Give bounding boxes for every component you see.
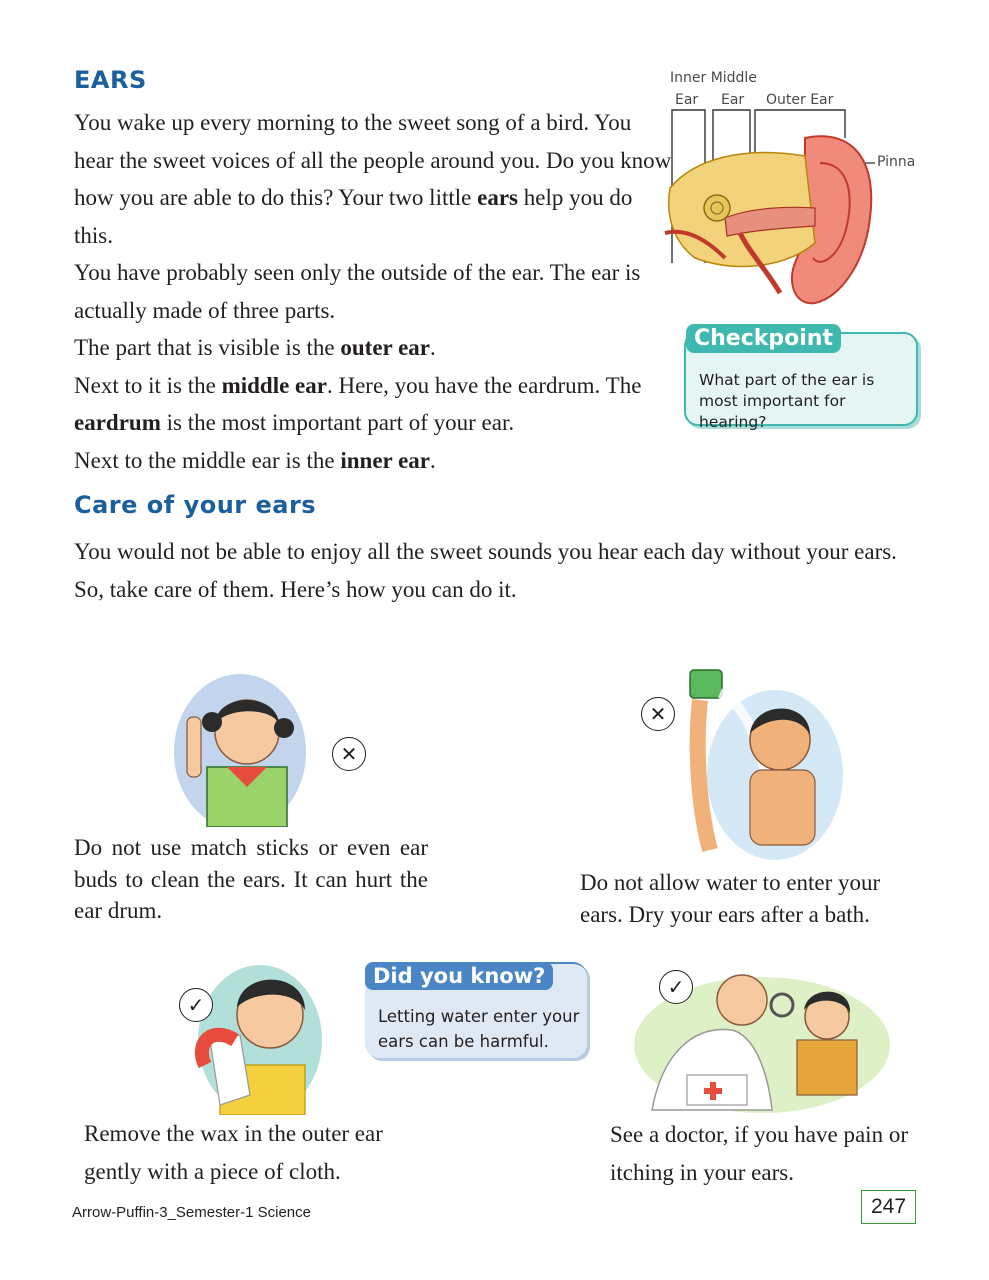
text-run: You have probably seen only the outside of the ear. The ear is actually made of three parts. xyxy=(74,260,641,323)
bold-keyword: middle ear xyxy=(221,372,327,398)
text-run: You wake up every morning to the sweet song of a bird. You hear the sweet voices of all the people around you. Do you know how you are able to do this? Your two little xyxy=(74,110,672,210)
bold-keyword: outer ear xyxy=(340,335,430,360)
ears-paragraph xyxy=(74,329,672,367)
did-you-know-title: Did you know? xyxy=(365,962,553,990)
text-run: is the most important part of your ear. xyxy=(160,410,515,435)
ear-cross-section-illustration xyxy=(655,68,925,313)
text-run: . xyxy=(430,335,436,360)
text-run: The part that is visible is the xyxy=(74,335,341,360)
bold-keyword: eardrum xyxy=(74,410,161,435)
right-marker-doctor: ✓ xyxy=(659,970,693,1004)
did-you-know-box xyxy=(365,962,587,1058)
wrong-marker-earbud: ✕ xyxy=(332,737,366,771)
footer-book-title: Arrow-Puffin-3_Semester-1 Science xyxy=(72,1204,311,1221)
ears-paragraph xyxy=(74,254,672,329)
checkpoint-question: What part of the ear is most important for hearing? xyxy=(699,371,875,431)
tip-doctor: See a doctor, if you have pain or itching in your ears. xyxy=(610,1122,908,1185)
label-ear-middle: Ear xyxy=(721,92,745,108)
section-heading-care: Care of your ears xyxy=(74,491,317,519)
ears-paragraph xyxy=(74,442,672,480)
illustration-girl-earbud xyxy=(172,662,307,827)
label-ear-inner: Ear xyxy=(675,92,699,108)
ears-body-text xyxy=(74,104,672,479)
bold-keyword: ears xyxy=(477,185,518,210)
ears-paragraph xyxy=(74,104,672,254)
page-number: 247 xyxy=(861,1190,916,1224)
label-pinna: Pinna xyxy=(877,154,916,170)
ears-paragraph xyxy=(74,367,672,442)
care-intro: You would not be able to enjoy all the sweet sounds you hear each day without your ears. So, take care of them. Here’s how you can do it. xyxy=(74,539,897,602)
did-you-know-text: Letting water enter your ears can be harmful. xyxy=(378,1007,580,1051)
ear-diagram xyxy=(655,68,925,313)
text-run: . Here, you have the eardrum. The xyxy=(326,372,642,398)
illustration-boy-water xyxy=(680,645,845,860)
illustration-boy-cloth xyxy=(180,945,325,1115)
text-run: Next to it is the xyxy=(74,372,222,398)
right-marker-cloth: ✓ xyxy=(179,988,213,1022)
checkpoint-title: Checkpoint xyxy=(686,324,841,353)
label-outer-ear: Outer Ear xyxy=(766,92,834,108)
tip-matchsticks: Do not use match sticks or even ear buds to clean the ears. It can hurt the ear drum. xyxy=(74,835,428,923)
wrong-marker-water: ✕ xyxy=(641,697,675,731)
tip-water: Do not allow water to enter your ears. Dry your ears after a bath. xyxy=(580,870,881,927)
checkpoint-box xyxy=(684,326,918,431)
label-inner-middle: Inner Middle xyxy=(670,70,757,86)
text-run: . xyxy=(430,447,436,473)
tip-wax: Remove the wax in the outer ear gently with a piece of cloth. xyxy=(84,1121,383,1184)
text-run: help you do this. xyxy=(74,185,633,248)
section-heading-ears: EARS xyxy=(74,66,147,94)
bold-keyword: inner ear xyxy=(340,447,430,473)
text-run: Next to the middle ear is the xyxy=(74,447,341,473)
